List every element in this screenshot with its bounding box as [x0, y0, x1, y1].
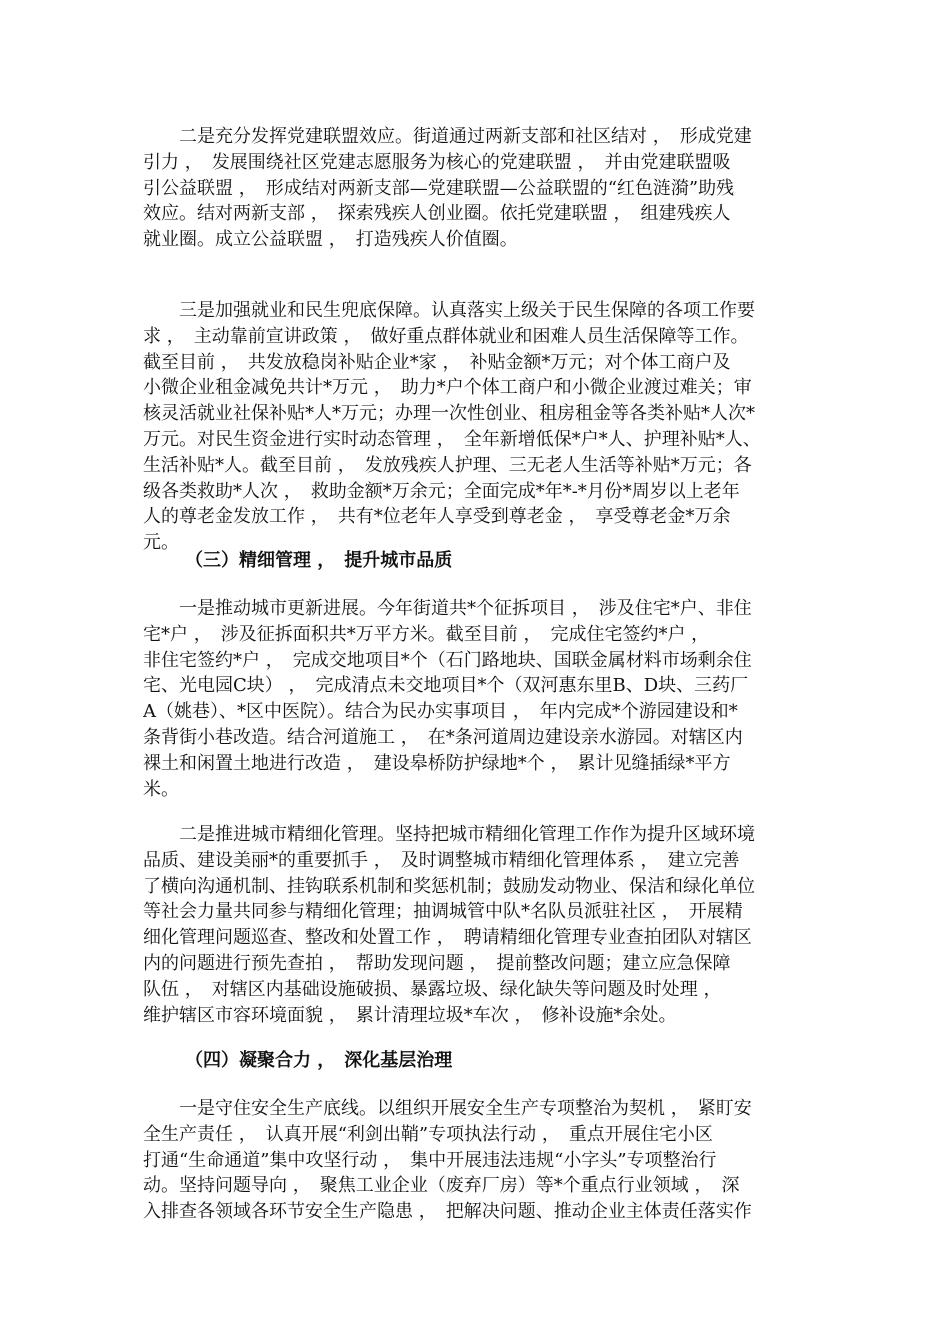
text-line: 内的问题进行预先查拍 ， 帮助发现问题 ， 提前整改问题；建立应急保障	[143, 952, 731, 974]
text-line: 就业圈。成立公益联盟 ， 打造残疾人价值圈。	[143, 229, 518, 251]
text-line: 非住宅签约*户 ， 完成交地项目*个（石门路地块、国联金属材料市场剩余住	[143, 649, 752, 671]
text-line: 截至目前 ， 共发放稳岗补贴企业*家 ， 补贴金额*万元；对个体工商户及	[143, 351, 731, 373]
text-line: A（姚巷）、*区中医院）。结合为民办实事项目 ， 年内完成*个游园建设和*	[143, 701, 738, 723]
text-line: 二是充分发挥党建联盟效应。街道通过两新支部和社区结对 ， 形成党建	[143, 126, 752, 147]
paragraph-livelihood-security	[143, 298, 813, 556]
text-line: 生活补贴*人。截至目前 ， 发放残疾人护理、三无老人生活等补贴*万元；各	[143, 454, 752, 476]
text-line: 引公益联盟 ， 形成结对两新支部—党建联盟—公益联盟的“红色涟漪”助残	[143, 177, 735, 199]
text-line: 人的尊老金发放工作 ， 共有*位老年人享受到尊老金 ， 享受尊老金*万余	[143, 506, 731, 528]
text-line: 效应。结对两新支部 ， 探索残疾人创业圈。依托党建联盟 ， 组建残疾人	[143, 203, 731, 225]
text-line: 队伍 ， 对辖区内基础设施破损、暴露垃圾、绿化缺失等问题及时处理 ，	[143, 978, 722, 1000]
text-line: 维护辖区市容环境面貌 ， 累计清理垃圾*车次 ， 修补设施*余处。	[143, 1004, 677, 1026]
text-line: 了横向沟通机制、挂钩联系机制和奖惩机制；鼓励发动物业、保洁和绿化单位	[143, 875, 755, 897]
text-line: 等社会力量共同参与精细化管理；抽调城管中队*名队员派驻社区 ， 开展精	[143, 901, 743, 923]
text-line: 二是推进城市精细化管理。坚持把城市精细化管理工作作为提升区域环境	[143, 824, 755, 845]
text-line: 元。	[143, 532, 179, 554]
paragraph-production-safety	[143, 1096, 813, 1225]
text-line: 一是推动城市更新进展。今年街道共*个征拆项目 ， 涉及住宅*户、非住	[143, 598, 752, 619]
paragraph-urban-renewal	[143, 596, 813, 802]
text-line: 裸土和闲置土地进行改造 ， 建设皋桥防护绿地*个 ， 累计见缝插绿*平方	[143, 752, 731, 774]
text-line: 条背街小巷改造。结合河道施工 ， 在*条河道周边建设亲水游园。对辖区内	[143, 726, 743, 748]
section-heading-4: （四）凝聚合力 ， 深化基层治理	[185, 1050, 453, 1071]
text-line: 引力 ， 发展围绕社区党建志愿服务为核心的党建联盟 ， 并由党建联盟吸	[143, 151, 731, 173]
text-line: 三是加强就业和民生兜底保障。认真落实上级关于民生保障的各项工作要	[143, 300, 755, 321]
text-line: 米。	[143, 778, 179, 800]
text-line: 宅、光电园C块） ， 完成清点未交地项目*个（双河惠东里B、D块、三药厂	[143, 675, 749, 697]
text-line: 品质、建设美丽*的重要抓手 ， 及时调整城市精细化管理体系 ， 建立完善	[143, 849, 740, 871]
text-line: 核灵活就业社保补贴*人*万元；办理一次性创业、租房租金等各类补贴*人次*	[143, 403, 755, 425]
text-line: 全生产责任 ， 认真开展“利剑出鞘”专项执法行动 ， 重点开展住宅小区	[143, 1123, 713, 1145]
text-line: 细化管理问题巡查、整改和处置工作 ， 聘请精细化管理专业查拍团队对辖区	[143, 927, 752, 949]
text-line: 打通“生命通道”集中攻坚行动 ， 集中开展违法违规“小字头”专项整治行	[143, 1149, 717, 1171]
paragraph-party-alliance	[143, 124, 813, 253]
section-heading-3: （三）精细管理 ， 提升城市品质	[185, 550, 453, 571]
text-line: 级各类救助*人次 ， 救助金额*万余元；全面完成*年*-*月份*周岁以上老年	[143, 480, 740, 502]
text-line: 一是守住安全生产底线。以组织开展安全生产专项整治为契机 ， 紧盯安	[143, 1098, 752, 1119]
text-line: 动。坚持问题导向 ， 聚焦工业企业（废弃厂房）等*个重点行业领域 ， 深	[143, 1175, 740, 1197]
text-line: 宅*户 ， 涉及征拆面积共*万平方米。截至目前 ， 完成住宅签约*户 ，	[143, 623, 710, 645]
paragraph-refined-management	[143, 822, 813, 1028]
text-line: 求 ， 主动靠前宣讲政策 ， 做好重点群体就业和困难人员生活保障等工作。	[143, 325, 749, 347]
text-line: 入排查各领域各环节安全生产隐患 ， 把解决问题、推动企业主体责任落实作	[143, 1201, 752, 1223]
text-line: 万元。对民生资金进行实时动态管理 ， 全年新增低保*户*人、护理补贴*人、	[143, 428, 761, 450]
text-line: 小微企业租金减免共计*万元 ， 助力*户个体工商户和小微企业渡过难关；审	[143, 377, 752, 399]
